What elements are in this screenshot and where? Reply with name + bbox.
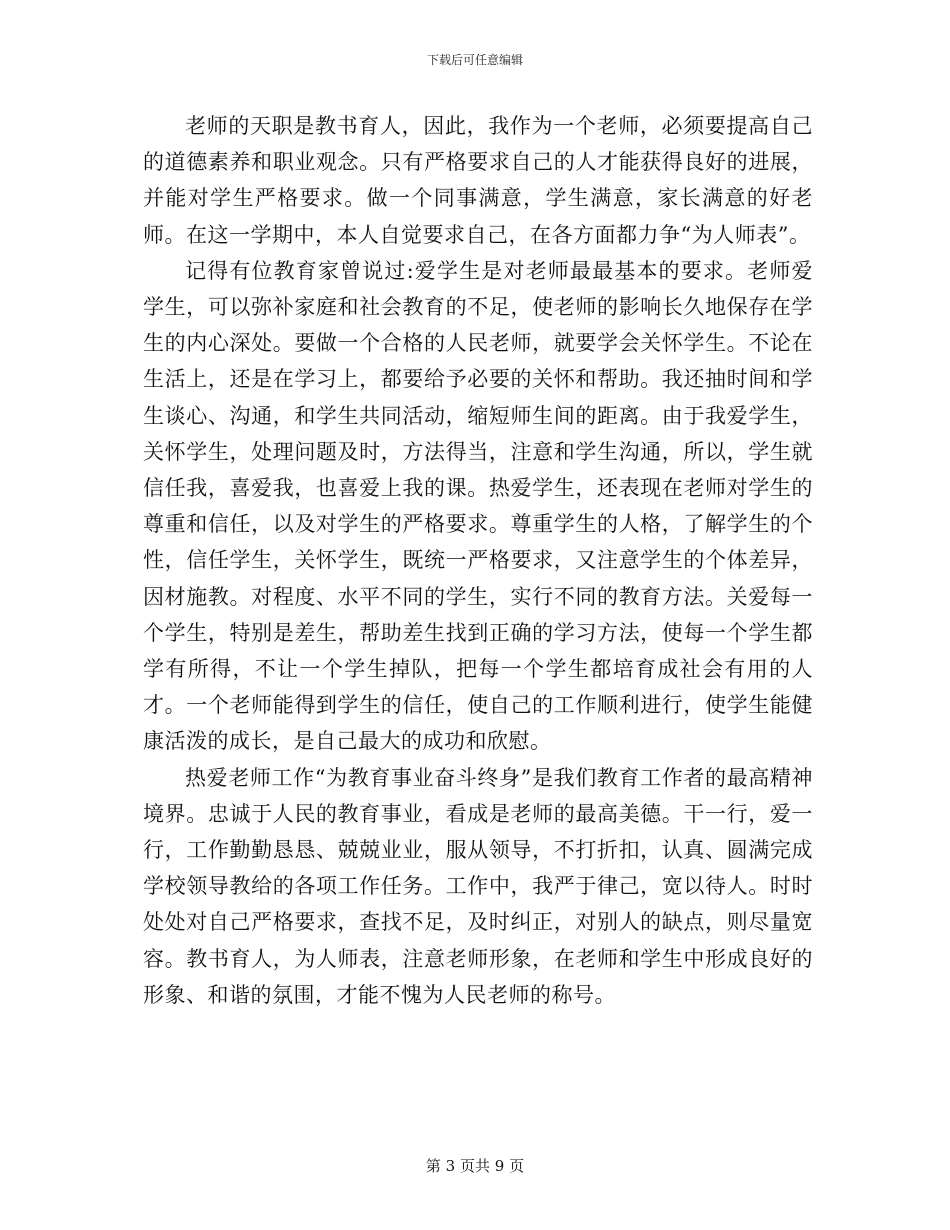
document-body — [143, 108, 813, 1013]
page-header: 下载后可任意编辑 — [426, 53, 523, 67]
page-footer: 第 3 页共 9 页 — [425, 1157, 525, 1175]
paragraph-teacher-duty: 老师的天职是教书育人，因此，我作为一个老师，必须要提高自己的道德素养和职业观念。只有严格要求自己的人才能获得良好的进展，并能对学生严格要求。做一个同事满意，学生满意，家长满意的好老师。在这一学期中，本人自觉要求自己，在各方面都力争“为人师表”。 — [143, 114, 813, 247]
paragraph-love-work: 热爱老师工作“为教育事业奋斗终身”是我们教育工作者的最高精神境界。忠诚于人民的教育事业，看成是老师的最高美德。干一行，爱一行，工作勤勤恳恳、兢兢业业，服从领导，不打折扣，认真、圆满完成学校领导教给的各项工作任务。工作中，我严于律己，宽以待人。时时处处对自己严格要求，查找不足，及时纠正，对别人的缺点，则尽量宽容。教书育人，为人师表，注意老师形象，在老师和学生中形成良好的形象、和谐的氛围，才能不愧为人民老师的称号。 — [143, 765, 813, 1007]
paragraph-love-students: 记得有位教育家曾说过:爱学生是对老师最最基本的要求。老师爱学生，可以弥补家庭和社会教育的不足，使老师的影响长久地保存在学生的内心深处。要做一个合格的人民老师，就要学会关怀学生。不论在生活上，还是在学习上，都要给予必要的关怀和帮助。我还抽时间和学生谈心、沟通，和学生共同活动，缩短师生间的距离。由于我爱学生，关怀学生，处理问题及时，方法得当，注意和学生沟通，所以，学生就信任我，喜爱我，也喜爱上我的课。热爱学生，还表现在老师对学生的尊重和信任，以及对学生的严格要求。尊重学生的人格，了解学生的个性，信任学生，关怀学生，既统一严格要求，又注意学生的个体差异，因材施教。对程度、水平不同的学生，实行不同的教育方法。关爱每一个学生，特别是差生，帮助差生找到正确的学习方法，使每一个学生都学有所得，不让一个学生掉队，把每一个学生都培育成社会有用的人才。一个老师能得到学生的信任，使自己的工作顺利进行，使学生能健康活泼的成长，是自己最大的成功和欣慰。 — [143, 258, 813, 754]
